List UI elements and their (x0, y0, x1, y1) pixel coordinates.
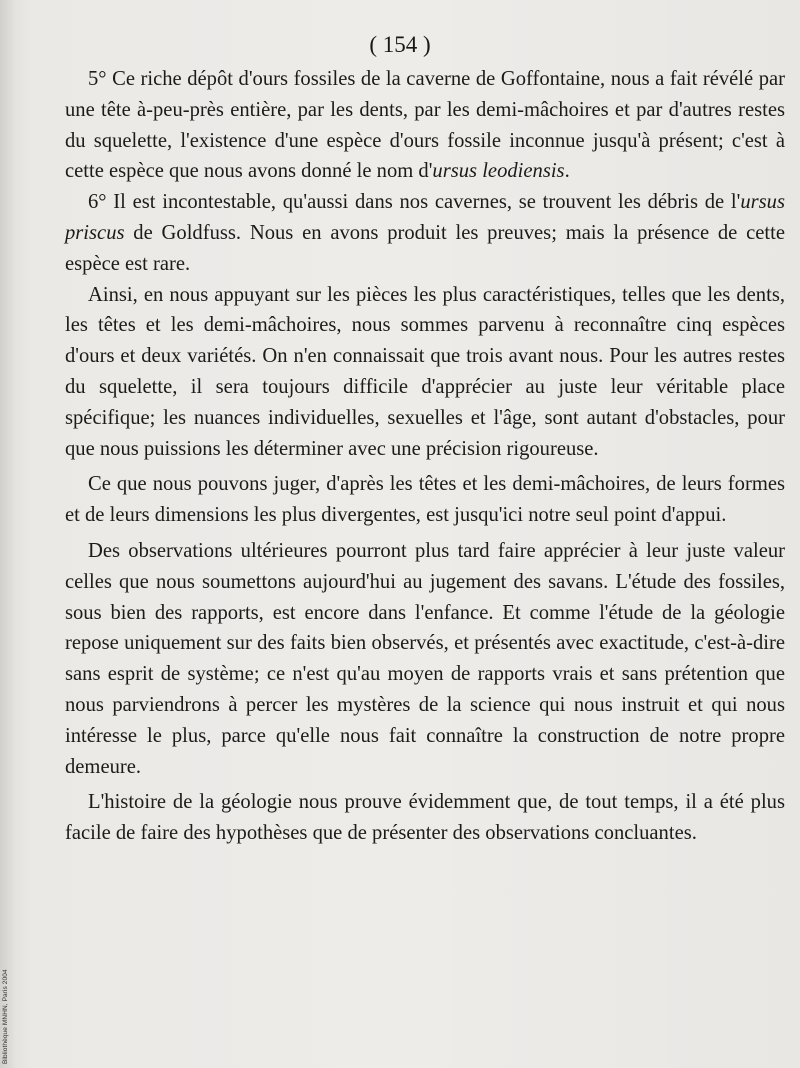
paragraph-text: 5° Ce riche dépôt d'ours fossiles de la caverne de Goffontaine, nous a fait révélé par une tête à-peu-près entière, par les dents, par les demi-mâchoires et par d'autres restes du squelette, l'existence d'une espèce d'ours fossile inconnue jusqu'à présent; c'est à cette espèce que nous avons donné le nom d' (65, 68, 785, 183)
paragraph-ainsi: Ainsi, en nous appuyant sur les pièces les plus caractéristiques, telles que les dents, les têtes et les demi-mâchoires, nous sommes parvenu à reconnaître cinq espèces d'ours et deux variétés. On n'en connaissait que trois avant nous. Pour les autres restes du squelette, il sera toujours difficile d'apprécier au juste leur véritable place spécifique; les nuances individuelles, sexuelles et l'âge, sont autant d'obstacles, pour que nous puissions les déterminer avec une précision rigoureuse. (65, 283, 785, 460)
species-name: ursus priscus (65, 191, 785, 244)
paragraph-conclusion-6 (65, 187, 785, 279)
paragraph-text: . (564, 160, 570, 183)
paragraph-conclusion-5 (65, 64, 785, 187)
body-text (65, 64, 785, 849)
paragraph-text: de Goldfuss. Nous en avons produit les preuves; mais la présence de cette espèce est rare. (65, 221, 785, 275)
library-credit: Bibliothèque MNHN, Paris 2004 (2, 969, 9, 1064)
page-gutter (0, 0, 14, 1068)
paragraph-ce-que: Ce que nous pouvons juger, d'après les têtes et les demi-mâchoires, de leurs formes et de leurs dimensions les plus divergentes, est jusqu'ici notre seul point d'appui. (65, 473, 785, 527)
paragraph-histoire: L'histoire de la géologie nous prouve évidemment que, de tout temps, il a été plus facile de faire des hypothèses que de présenter des observations concluantes. (65, 791, 785, 845)
species-name: ursus leodiensis (432, 160, 565, 183)
paragraph-text: 6° Il est incontestable, qu'aussi dans nos cavernes, se trouvent les débris de l' (88, 191, 741, 214)
page-number: ( 154 ) (369, 32, 431, 57)
paragraph-observations: Des observations ultérieures pourront plus tard faire apprécier à leur juste valeur celles que nous soumettons aujourd'hui au jugement des savans. L'étude des fossiles, sous bien des rapports, est encore dans l'enfance. Et comme l'étude de la géologie repose uniquement sur des faits bien observés, et présentés avec exactitude, c'est-à-dire sans esprit de système; ce n'est qu'au moyen de rapports vrais et sans prétention que nous parviendrons à percer les mystères de la science qui nous instruit et qui nous intéresse le plus, parce qu'elle nous fait connaître la construction de notre propre demeure. (65, 539, 785, 778)
